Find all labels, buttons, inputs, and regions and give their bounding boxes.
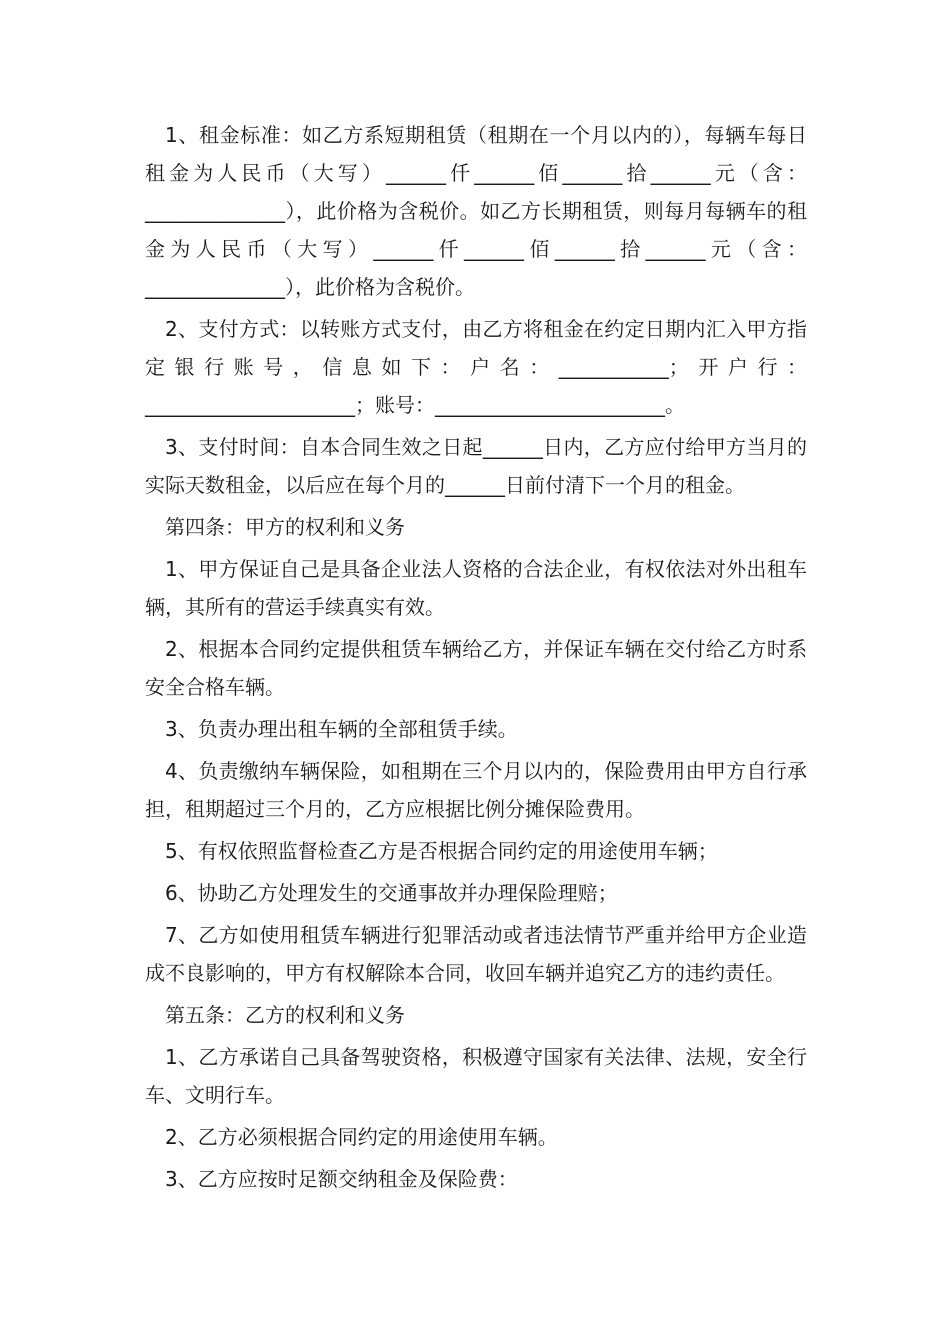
article-5-item-2: 2、乙方必须根据合同约定的用途使用车辆。 (165, 1125, 558, 1149)
section-heading-article-5: 第五条：乙方的权利和义务 (165, 1003, 405, 1027)
article-4-item-5: 5、有权依照监督检查乙方是否根据合同约定的用途使用车辆； (165, 839, 718, 863)
article-5-item-1: 1、乙方承诺自己具备驾驶资格，积极遵守国家有关法律、法规，安全行车、文明行车。 (145, 1045, 807, 1107)
document-body (145, 116, 807, 1202)
article-4-item-6: 6、协助乙方处理发生的交通事故并办理保险理赔； (165, 881, 618, 905)
clause-payment-time: 3、支付时间：自本合同生效之日起______日内，乙方应付给甲方当月的实际天数租金，以后应在每个月的______日前付清下一个月的租金。 (145, 435, 807, 497)
clause-rent-standard: 1、租金标准：如乙方系短期租赁（租期在一个月以内的），每辆车每日租金为人民币（大写）______仟______佰______拾______元（含：______________），此价格为含税价。如乙方长期租赁，则每月每辆车的租金为人民币（大写）______仟______佰______拾______元（含：______________），此价格为含税价。 (145, 123, 807, 299)
article-4-item-2: 2、根据本合同约定提供租赁车辆给乙方，并保证车辆在交付给乙方时系安全合格车辆。 (145, 637, 807, 699)
article-4-item-7: 7、乙方如使用租赁车辆进行犯罪活动或者违法情节严重并给甲方企业造成不良影响的，甲方有权解除本合同，收回车辆并追究乙方的违约责任。 (145, 923, 807, 985)
article-4-item-1: 1、甲方保证自己是具备企业法人资格的合法企业，有权依法对外出租车辆，其所有的营运手续真实有效。 (145, 557, 807, 619)
article-4-item-4: 4、负责缴纳车辆保险，如租期在三个月以内的，保险费用由甲方自行承担，租期超过三个月的，乙方应根据比例分摊保险费用。 (145, 759, 807, 821)
section-heading-article-4: 第四条：甲方的权利和义务 (165, 515, 405, 539)
article-5-item-3: 3、乙方应按时足额交纳租金及保险费： (165, 1167, 518, 1191)
clause-payment-method: 2、支付方式：以转账方式支付，由乙方将租金在约定日期内汇入甲方指定银行账号，信息如下：户名：___________；开户行：_____________________；账号：_______________________。 (145, 317, 807, 417)
article-4-item-3: 3、负责办理出租车辆的全部租赁手续。 (165, 717, 518, 741)
